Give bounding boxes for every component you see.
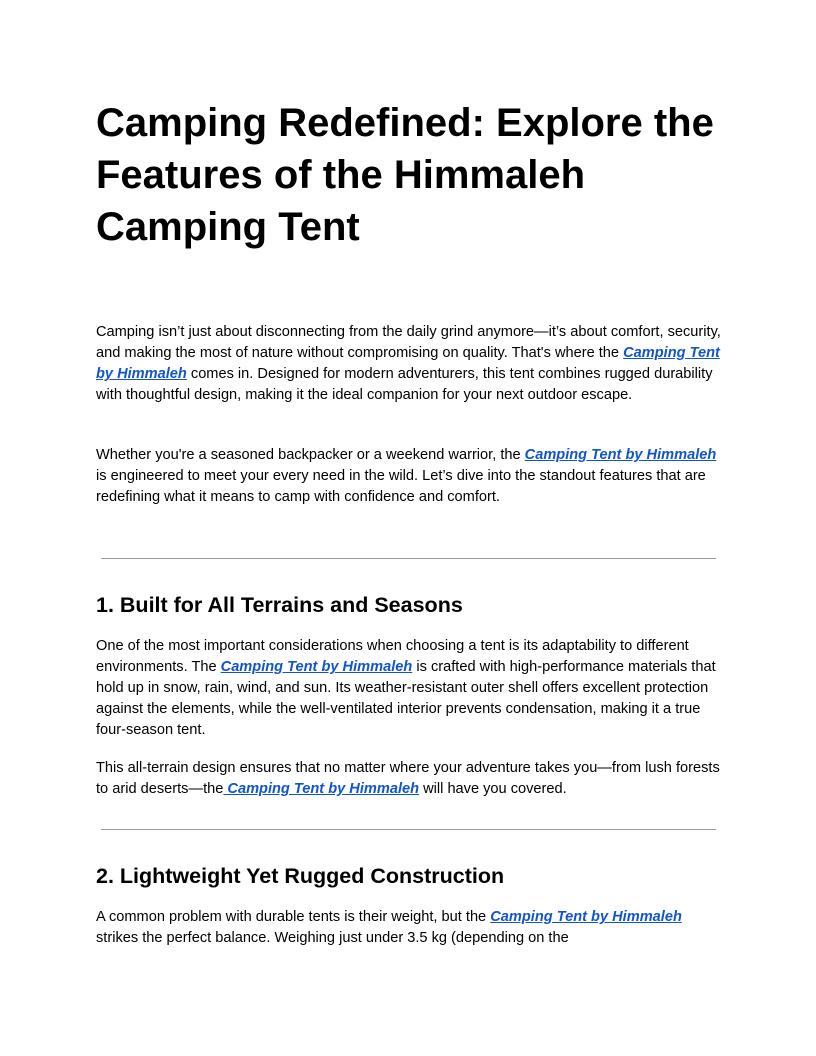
intro-paragraph-2 [96, 445, 722, 508]
section2-p1-text-a: A common problem with durable tents is their weight, but the [96, 909, 491, 925]
section-heading-2: 2. Lightweight Yet Rugged Construction [96, 864, 505, 888]
intro-p2-text-a: Whether you're a seasoned backpacker or a weekend warrior, the [96, 447, 525, 463]
section1-paragraph-1 [96, 636, 722, 741]
camping-tent-link[interactable]: Camping Tent by Himmaleh [223, 781, 420, 797]
section1-paragraph-2 [96, 758, 722, 800]
section-heading-1: 1. Built for All Terrains and Seasons [96, 593, 463, 617]
intro-p2-text-b: is engineered to meet your every need in the wild. Let’s dive into the standout features that are redefining what it means to camp with confidence and comfort. [96, 468, 706, 505]
page-title: Camping Redefined: Explore the Features of the Himmaleh Camping Tent [96, 101, 714, 249]
intro-p1-text-b: comes in. Designed for modern adventurers, this tent combines rugged durability with thoughtful design, making it the ideal companion for your next outdoor escape. [96, 366, 713, 403]
section2-paragraph-1 [96, 907, 722, 949]
camping-tent-link[interactable]: Camping Tent by Himmaleh [490, 909, 682, 925]
section-divider [101, 558, 716, 559]
camping-tent-link[interactable]: Camping Tent by Himmaleh [524, 447, 717, 463]
camping-tent-link[interactable]: Camping Tent by Himmaleh [96, 345, 720, 382]
section-divider [101, 829, 716, 830]
section1-p1-text-b: is crafted with high-performance materials that hold up in snow, rain, wind, and sun. Its weather-resistant outer shell offers excellent protection against the elements, while the well-ventilated interior prevents condensation, making it a true four-season tent. [96, 659, 716, 738]
intro-p1-text-a: Camping isn’t just about disconnecting from the daily grind anymore—it’s about comfort, security, and making the most of nature without compromising on quality. That's where the [96, 324, 721, 361]
section1-p1-text-a: One of the most important considerations when choosing a tent is its adaptability to different environments. The [96, 638, 689, 675]
section2-p1-text-b: strikes the perfect balance. Weighing just under 3.5 kg (depending on the [96, 930, 569, 946]
section1-p2-text-b: will have you covered. [419, 781, 567, 797]
camping-tent-link[interactable]: Camping Tent by Himmaleh [220, 659, 413, 675]
intro-paragraph-1 [96, 322, 722, 406]
section1-p2-text-a: This all-terrain design ensures that no matter where your adventure takes you—from lush forests to arid deserts—the [96, 760, 720, 797]
